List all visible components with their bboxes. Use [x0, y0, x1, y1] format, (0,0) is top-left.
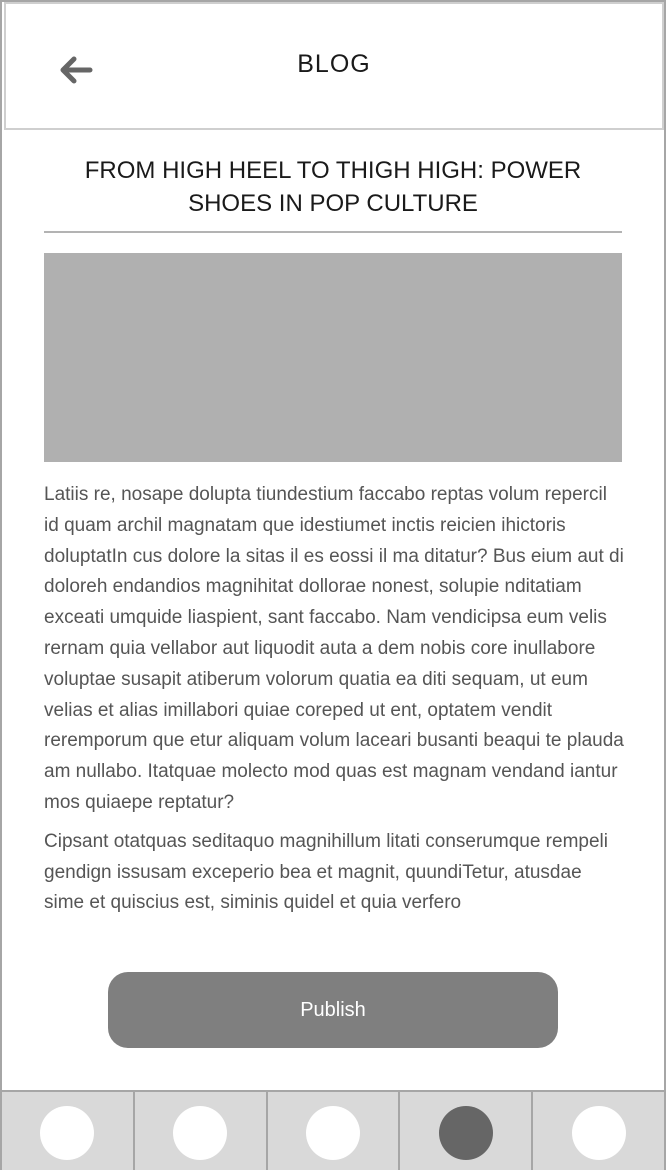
tab-3[interactable]	[268, 1092, 401, 1170]
tab-dot-icon	[439, 1106, 493, 1160]
tab-5[interactable]	[533, 1092, 664, 1170]
tab-4[interactable]	[400, 1092, 533, 1170]
publish-button[interactable]: Publish	[108, 972, 558, 1048]
article-paragraph: Cipsant otatquas seditaquo magnihillum litati conserumque rempeli gendign issusam exceperio bea et magnit, quundiTetur, atusdae sime et quiscius est, siminis quidel et quia verfero	[44, 830, 608, 914]
tab-2[interactable]	[135, 1092, 268, 1170]
article-paragraph: Latiis re, nosape dolupta tiundestium faccabo reptas volum repercil id quam archil magnatam que idestiumet inctis reicien ihictoris doluptatIn cus dolore la sitas il es eossi il ma ditatur? Bus eium aut di doloreh endandios magnihitat dollorae nonest, solupie nditatiam exceati umquide liaspient, sant faccabo. Nam vendicipsa eum velis rernam quia vellabor aut liquodit auta a dem nobis core inullabore voluptae susapit atiberum volorum quatia ea diti sequam, ut eum velias et alias imillabori quiae coreped ut ent, optatem vendit reremporum que etur aliquam volum laceari busanti beaqui te plauda am nullabo. Itatquae molecto mod quas est magnam vendand iantur mos quiaepe reptatur?	[44, 484, 624, 813]
article-image-placeholder	[44, 253, 622, 462]
tab-1[interactable]	[2, 1092, 135, 1170]
page-title: BLOG	[297, 50, 371, 78]
tab-dot-icon	[173, 1106, 227, 1160]
app-header	[4, 2, 664, 130]
title-divider	[44, 231, 622, 233]
tab-dot-icon	[40, 1106, 94, 1160]
tab-dot-icon	[306, 1106, 360, 1160]
article-body[interactable]	[44, 480, 624, 948]
bottom-tab-bar	[2, 1090, 664, 1170]
article-title: FROM HIGH HEEL TO THIGH HIGH: POWER SHOES IN POP CULTURE	[84, 157, 582, 217]
tab-dot-icon	[572, 1106, 626, 1160]
